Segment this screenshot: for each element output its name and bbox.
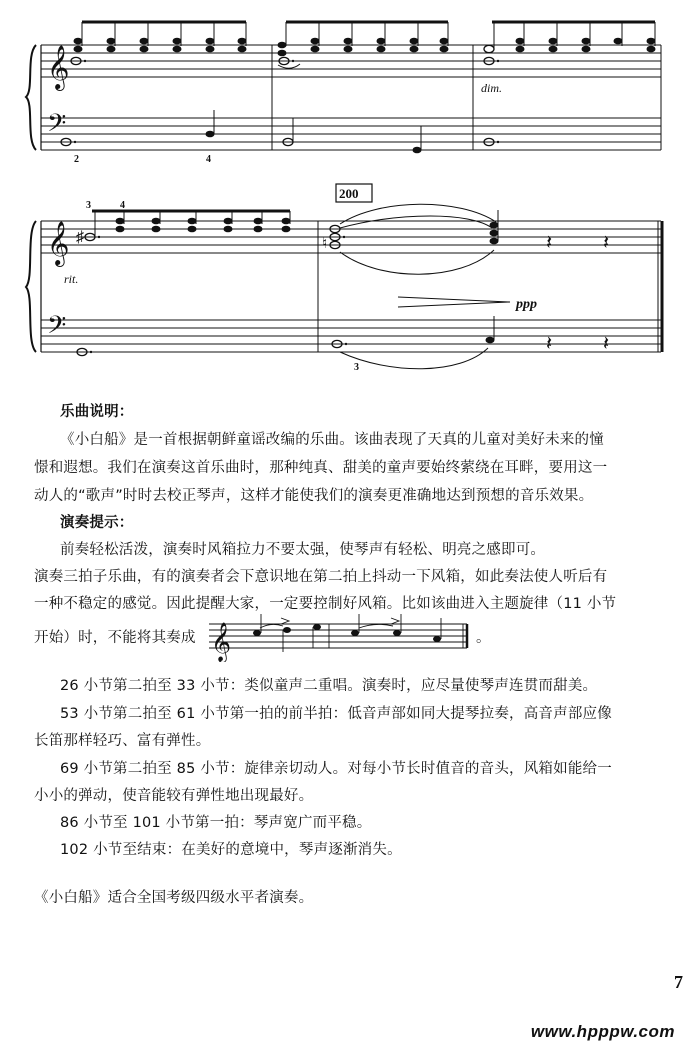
website-watermark: www.hpppw.com — [530, 1022, 675, 1041]
tip-section-line: 长笛那样轻巧、富有弹性。 — [34, 733, 211, 749]
tips-line-end: 。 — [476, 630, 491, 646]
tips-line: 前奏轻松活泼，演奏时风箱拉力不要太强，使琴声有轻松、明亮之感即可。 — [60, 542, 546, 558]
tempo-marking: rit. — [64, 272, 79, 286]
tip-section-line: 102 小节至结束：在美好的意境中，琴声逐渐消失。 — [60, 842, 402, 858]
music-score — [0, 0, 697, 390]
tips-line: 一种不稳定的感觉。因此提醒大家，一定要控制好风箱。比如该曲进入主题旋律（11 小节 — [34, 596, 617, 612]
svg-text:𝄽: 𝄽 — [603, 232, 610, 254]
bass-clef-icon: 𝄢 — [47, 110, 67, 143]
measure-1-notes — [61, 22, 247, 146]
tip-section-line: 53 小节第二拍至 61 小节第一拍的前半拍：低音声部如同大提琴拉奏，高音声部应像 — [60, 706, 612, 722]
dynamic-marking: ppp — [516, 297, 537, 312]
notes-heading: 乐曲说明： — [60, 404, 134, 420]
notes-paragraph-line: 《小白船》是一首根据朝鲜童谣改编的乐曲。该曲表现了天真的儿童对美好未来的憧 — [60, 432, 604, 448]
bass-clef-icon: 𝄢 — [47, 312, 67, 345]
svg-text:𝄽: 𝄽 — [546, 232, 553, 254]
system-1 — [26, 22, 661, 153]
tips-line: 演奏三拍子乐曲，有的演奏者会下意识地在第二拍上抖动一下风箱，如此奏法使人听后有 — [34, 569, 608, 585]
svg-text:♮: ♮ — [322, 236, 328, 252]
tips-line: 开始）时，不能将其奏成 — [34, 630, 196, 646]
tip-section-line: 86 小节至 101 小节第一拍：琴声宽广而平稳。 — [60, 815, 372, 831]
svg-text:𝄽: 𝄽 — [546, 333, 553, 355]
fingering-number: 4 — [120, 200, 125, 211]
measure-number: 200 — [339, 186, 359, 201]
svg-text:𝄽: 𝄽 — [603, 333, 610, 355]
tips-heading: 演奏提示： — [60, 515, 134, 531]
fingering-number: 3 — [86, 200, 91, 211]
dynamic-marking: dim. — [481, 81, 502, 95]
fingering-number: 2 — [74, 154, 79, 165]
svg-text:♯: ♯ — [76, 229, 84, 246]
tip-section-line: 69 小节第二拍至 85 小节：旋律亲切动人。对每小节长时值音的音头，风箱如能给一 — [60, 761, 612, 777]
treble-clef-icon: 𝄞 — [47, 47, 70, 89]
page-number: 7 — [674, 972, 683, 992]
footer-note: 《小白船》适合全国考级四级水平者演奏。 — [34, 890, 314, 906]
tip-section-line: 26 小节第二拍至 33 小节：类似童声二重唱。演奏时，应尽量使琴声连贯而甜美。 — [60, 678, 598, 694]
measure-3-notes — [484, 22, 656, 146]
system-2 — [26, 184, 662, 369]
tip-section-line: 小小的弹动，使音能较有弹性地出现最好。 — [34, 788, 314, 804]
inline-notation-example — [205, 612, 475, 662]
treble-clef-icon: 𝄞 — [211, 624, 232, 661]
fingering-number: 3 — [354, 362, 359, 373]
fingering-number: 4 — [206, 154, 211, 165]
notes-paragraph-line: 动人的“歌声”时时去校正琴声，这样才能使我们的演奏更准确地达到预想的音乐效果。 — [34, 488, 594, 504]
treble-clef-icon: 𝄞 — [47, 223, 70, 265]
measure-4-notes — [76, 211, 291, 356]
notes-paragraph-line: 憬和遐想。我们在演奏这首乐曲时，那种纯真、甜美的童声要始终萦绕在耳畔，要用这一 — [34, 460, 608, 476]
